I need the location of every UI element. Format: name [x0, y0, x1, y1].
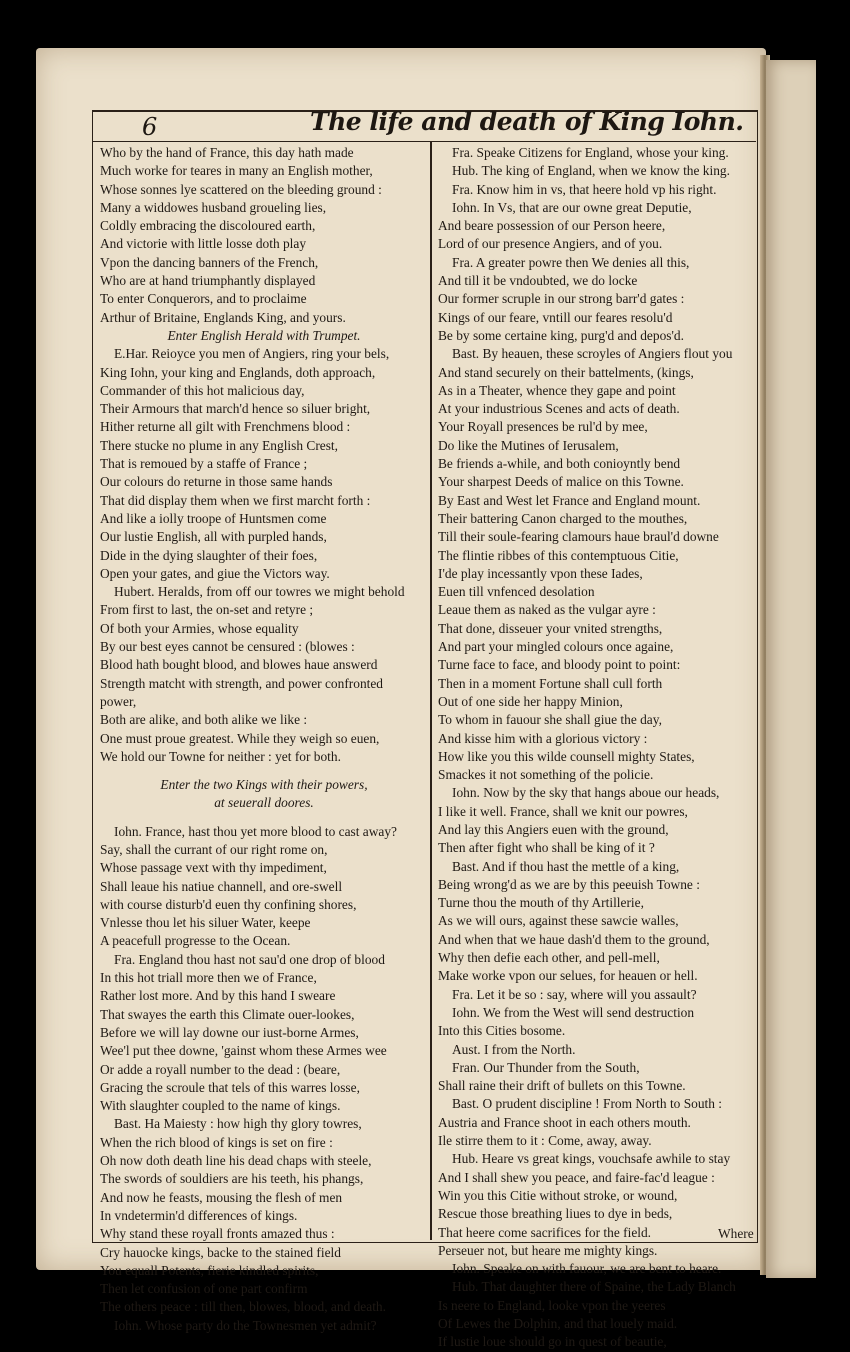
verse-line: Leaue them as naked as the vulgar ayre :: [438, 602, 656, 618]
speech-line: Hub. The king of England, when we know the king.: [452, 163, 730, 179]
verse-line: The flintie ribbes of this contemptuous Citie,: [438, 547, 679, 563]
verse-line: Whose sonnes lye scattered on the bleeding ground :: [100, 181, 382, 197]
verse-line: Euen till vnfenced desolation: [438, 584, 595, 600]
speech-line: Aust. I from the North.: [452, 1041, 576, 1057]
verse-line: Then let confusion of one part confirm: [100, 1281, 308, 1297]
verse-line: That done, disseuer your vnited strengths,: [438, 620, 663, 636]
running-title: The life and death of King Iohn.: [310, 107, 744, 136]
verse-line: Vpon the dancing banners of the French,: [100, 254, 319, 270]
verse-line: Out of one side her happy Minion,: [438, 693, 623, 709]
speech-line: Fra. A greater powre then We denies all this,: [452, 254, 690, 270]
verse-line: Both are alike, and both alike we like :: [100, 712, 308, 728]
verse-line: And beare possession of our Person heere,: [438, 218, 666, 234]
verse-line: Perseuer not, but heare me mighty kings.: [438, 1242, 658, 1258]
verse-line: Smackes it not something of the policie.: [438, 767, 654, 783]
verse-line: Of Lewes the Dolphin, and that louely maid.: [438, 1316, 678, 1331]
blank-line: [100, 766, 428, 776]
speech-line: Hub. That daughter there of Spaine, the Lady Blanch: [452, 1279, 736, 1295]
verse-line: And I shall shew you peace, and faire-fac'd league :: [438, 1169, 715, 1185]
speech-line: Fra. Know him in vs, that heere hold vp his right.: [452, 181, 717, 197]
verse-line: Wee'l put thee downe, 'gainst whom these Armes wee: [100, 1043, 387, 1059]
verse-line: With slaughter coupled to the name of kings.: [100, 1098, 341, 1114]
verse-line: That heere come sacrifices for the field.: [438, 1224, 652, 1240]
verse-line: And victorie with little losse doth play: [100, 236, 307, 252]
verse-line: Why then defie each other, and pell-mell,: [438, 950, 660, 966]
verse-line: Blood hath bought blood, and blowes haue answerd: [100, 657, 378, 673]
verse-line: power,: [100, 693, 137, 709]
verse-line: That is remoued by a staffe of France ;: [100, 456, 308, 472]
verse-line: By East and West let France and England mount.: [438, 492, 701, 508]
speech-line: Iohn. Now by the sky that hangs aboue our heads,: [452, 785, 720, 801]
verse-line: One must proue greatest. While they weigh so euen,: [100, 730, 380, 746]
verse-line: Our former scruple in our strong barr'd gates :: [438, 291, 685, 307]
speech-line: Bast. O prudent discipline ! From North to South :: [452, 1096, 723, 1112]
speech-line: Iohn. Speake on with fauour, we are bent to heare.: [452, 1261, 722, 1277]
verse-line: That swayes the earth this Climate ouer-lookes,: [100, 1006, 355, 1022]
verse-line: A peacefull progresse to the Ocean.: [100, 933, 291, 949]
column-divider: [430, 141, 432, 1240]
stage-direction: Enter the two Kings with their powers,: [160, 777, 368, 793]
verse-line: You equall Potents, fierie kindled spirits,: [100, 1262, 319, 1278]
verse-line: When the rich blood of kings is set on fire :: [100, 1134, 333, 1150]
speech-line: Hub. Heare vs great kings, vouchsafe awhile to stay: [452, 1151, 731, 1167]
verse-line: Whose passage vext with thy impediment,: [100, 860, 327, 876]
verse-line: And till it be vndoubted, we do locke: [438, 273, 638, 289]
verse-line: Who are at hand triumphantly displayed: [100, 273, 316, 289]
speech-line: Fra. Let it be so : say, where will you assault?: [452, 986, 697, 1002]
verse-line: Vnlesse thou let his siluer Water, keepe: [100, 915, 311, 931]
verse-line: Ile stirre them to it : Come, away, away.: [438, 1133, 652, 1149]
verse-line: Be by some certaine king, purg'd and depos'd.: [438, 327, 684, 343]
verse-line: Who by the hand of France, this day hath made: [100, 145, 354, 160]
verse-line: Turne thou the mouth of thy Artillerie,: [438, 895, 644, 911]
speech-line: E.Har. Reioyce you men of Angiers, ring your bels,: [114, 346, 390, 362]
speech-line: Fra. Speake Citizens for England, whose your king.: [452, 145, 729, 160]
verse-line: Austria and France shoot in each others mouth.: [438, 1114, 691, 1130]
verse-line: Their battering Canon charged to the mouthes,: [438, 510, 688, 526]
verse-line: I'de play incessantly vpon these Iades,: [438, 565, 643, 581]
speech-line: Hubert. Heralds, from off our towres we might behold: [114, 584, 405, 600]
stage-direction: Enter English Herald with Trumpet.: [167, 327, 361, 343]
verse-line: Shall raine their drift of bullets on this Towne.: [438, 1078, 686, 1094]
facing-page-edge: [766, 60, 816, 1278]
verse-line: Be friends a-while, and both conioyntly bend: [438, 456, 681, 472]
verse-line: And like a iolly troope of Huntsmen come: [100, 510, 327, 526]
verse-line: Then in a moment Fortune shall cull forth: [438, 675, 663, 691]
verse-line: Your Royall presences be rul'd by mee,: [438, 419, 648, 435]
verse-line: If lustie loue should go in quest of beautie,: [438, 1334, 667, 1350]
verse-line: From first to last, the on-set and retyre ;: [100, 602, 314, 618]
verse-line: Hither returne all gilt with Frenchmens blood :: [100, 419, 351, 435]
verse-line: Their Armours that march'd hence so siluer bright,: [100, 401, 371, 417]
verse-line: Open your gates, and giue the Victors way.: [100, 565, 330, 581]
verse-line: Our lustie English, all with purpled hands,: [100, 529, 327, 545]
verse-line: Our colours do returne in those same hands: [100, 474, 333, 490]
verse-line: And kisse him with a glorious victory :: [438, 730, 648, 746]
verse-line: And now he feasts, mousing the flesh of men: [100, 1189, 343, 1205]
verse-line: Much worke for teares in many an English mother,: [100, 163, 373, 179]
verse-line: Turne face to face, and bloody point to point:: [438, 657, 681, 673]
verse-line: I like it well. France, shall we knit our powres,: [438, 803, 688, 819]
verse-line: Rather lost more. And by this hand I sweare: [100, 988, 336, 1004]
speech-line: Bast. By heauen, these scroyles of Angiers flout you: [452, 346, 733, 362]
speech-line: Iohn. Whose party do the Townesmen yet admit?: [114, 1317, 377, 1333]
verse-line: Before we will lay downe our iust-borne Armes,: [100, 1024, 359, 1040]
verse-line: with course disturb'd euen thy confining shores,: [100, 896, 357, 912]
verse-line: Or adde a royall number to the dead : (beare,: [100, 1061, 341, 1077]
left-column: [100, 144, 428, 1335]
verse-line: And when that we haue dash'd them to the ground,: [438, 931, 710, 947]
verse-line: In vndetermin'd differences of kings.: [100, 1207, 298, 1223]
verse-line: Your sharpest Deeds of malice on this Towne.: [438, 474, 684, 490]
right-column: [438, 144, 756, 1352]
verse-line: Do like the Mutines of Ierusalem,: [438, 437, 619, 453]
verse-line: And lay this Angiers euen with the ground,: [438, 821, 669, 837]
verse-line: King Iohn, your king and Englands, doth approach,: [100, 364, 376, 380]
verse-line: Why stand these royall fronts amazed thus :: [100, 1226, 335, 1242]
verse-line: Shall leaue his natiue channell, and ore-swell: [100, 878, 343, 894]
speech-line: Fra. England thou hast not sau'd one drop of blood: [114, 951, 385, 967]
speech-line: Iohn. France, hast thou yet more blood to cast away?: [114, 823, 397, 839]
verse-line: Strength matcht with strength, and power confronted: [100, 675, 383, 691]
verse-line: Kings of our feare, vntill our feares resolu'd: [438, 309, 673, 325]
verse-line: Cry hauocke kings, backe to the stained field: [100, 1244, 341, 1260]
verse-line: And part your mingled colours once againe,: [438, 639, 674, 655]
verse-line: Dide in the dying slaughter of their foes,: [100, 547, 318, 563]
page-header: [92, 105, 756, 142]
verse-line: Rescue those breathing liues to dye in beds,: [438, 1206, 673, 1222]
verse-line: Coldly embracing the discoloured earth,: [100, 218, 316, 234]
verse-line: Lord of our presence Angiers, and of you.: [438, 236, 663, 252]
verse-line: By our best eyes cannot be censured : (blowes :: [100, 639, 355, 655]
verse-line: As we will ours, against these sawcie walles,: [438, 913, 679, 929]
verse-line: Say, shall the currant of our right rome on,: [100, 841, 328, 857]
verse-line: In this hot triall more then we of France,: [100, 970, 317, 986]
verse-line: How like you this wilde counsell mighty States,: [438, 748, 695, 764]
verse-line: To whom in fauour she shall giue the day,: [438, 712, 662, 728]
verse-line: Till their soule-fearing clamours haue braul'd downe: [438, 529, 719, 545]
verse-line: Oh now doth death line his dead chaps with steele,: [100, 1153, 372, 1169]
verse-line: Commander of this hot malicious day,: [100, 382, 305, 398]
verse-line: As in a Theater, whence they gape and point: [438, 382, 676, 398]
catchword: Where: [718, 1226, 754, 1241]
verse-line: The swords of souldiers are his teeth, his phangs,: [100, 1171, 364, 1187]
blank-line: [100, 813, 428, 823]
speech-line: Bast. And if thou hast the mettle of a king,: [452, 858, 680, 874]
verse-line: At your industrious Scenes and acts of death.: [438, 401, 680, 417]
verse-line: And stand securely on their battelments, (kings,: [438, 364, 694, 380]
verse-line: Make worke vpon our selues, for heauen or hell.: [438, 968, 698, 984]
verse-line: Many a widdowes husband groueling lies,: [100, 199, 327, 215]
verse-line: To enter Conquerors, and to proclaime: [100, 291, 307, 307]
verse-line: Into this Cities bosome.: [438, 1023, 566, 1039]
speech-line: Iohn. In Vs, that are our owne great Deputie,: [452, 199, 692, 215]
verse-line: Of both your Armies, whose equality: [100, 620, 299, 636]
verse-line: Gracing the scroule that tels of this warres losse,: [100, 1079, 360, 1095]
verse-line: There stucke no plume in any English Crest,: [100, 437, 339, 453]
speech-line: Iohn. We from the West will send destruction: [452, 1004, 695, 1020]
verse-line: Then after fight who shall be king of it ?: [438, 840, 655, 856]
speech-line: Bast. Ha Maiesty : how high thy glory towres,: [114, 1116, 362, 1132]
verse-line: That did display them when we first marcht forth :: [100, 492, 371, 508]
verse-line: Arthur of Britaine, Englands King, and yours.: [100, 309, 346, 325]
stage-direction: at seuerall doores.: [214, 795, 314, 811]
verse-line: The others peace : till then, blowes, blood, and death.: [100, 1299, 386, 1315]
verse-line: We hold our Towne for neither : yet for both.: [100, 748, 341, 764]
verse-line: Win you this Citie without stroke, or wound,: [438, 1187, 678, 1203]
verse-line: Being wrong'd as we are by this peeuish Towne :: [438, 876, 700, 892]
speech-line: Fran. Our Thunder from the South,: [452, 1059, 640, 1075]
verse-line: Is neere to England, looke vpon the yeeres: [438, 1297, 666, 1313]
page-number: 6: [142, 113, 158, 141]
